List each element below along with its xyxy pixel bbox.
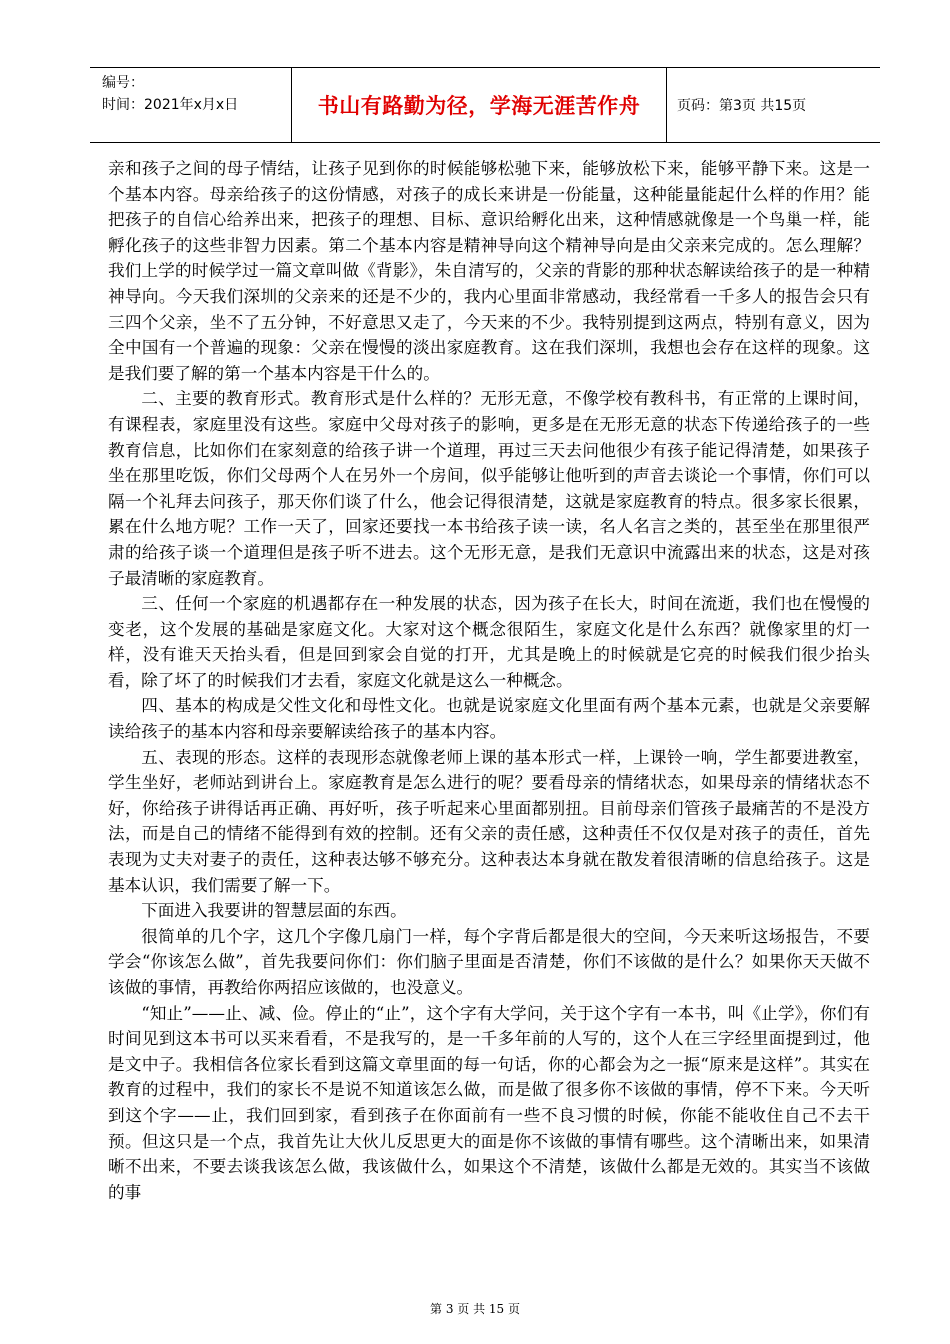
paragraph: 很简单的几个字，这几个字像几扇门一样，每个字背后都是很大的空间，今天来听这场报告，不要学会“你该怎么做”，首先我要问你们：你们脑子里面是否清楚，你们不该做的是什么？如果你天天做不该做的事情，再教给你两招应该做的，也没意义。 (108, 926, 870, 997)
paragraph: 三、任何一个家庭的机遇都存在一种发展的状态，因为孩子在长大，时间在流逝，我们也在慢慢的变老，这个发展的基础是家庭文化。大家对这个概念很陌生，家庭文化是什么东西？就像家里的灯一样，没有谁天天抬头看，但是回到家会自觉的打开，尤其是晚上的时候就是它亮的时候我们很少抬头看，除了坏了的时候我们才去看，家庭文化就是这么一种概念。 (108, 594, 870, 690)
paragraph: 二、主要的教育形式。教育形式是什么样的？无形无意，不像学校有教科书，有正常的上课时间，有课程表，家庭里没有这些。家庭中父母对孩子的影响，更多是在无形无意的状态下传递给孩子的一些教育信息，比如你们在家刻意的给孩子讲一个道理，再过三天去问他很少有孩子能记得清楚，如果孩子坐在那里吃饭，你们父母两个人在另外一个房间，似乎能够让他听到的声音去谈论一个事情，你们可以隔一个礼拜去问孩子，那天你们谈了什么，他会记得很清楚，这就是家庭教育的特点。很多家长很累，累在什么地方呢？工作一天了，回家还要找一本书给孩子读一读，名人名言之类的，甚至坐在那里很严肃的给孩子谈一个道理但是孩子听不进去。这个无形无意，是我们无意识中流露出来的状态，这是对孩子最清晰的家庭教育。 (108, 389, 870, 588)
page-footer: 第 3 页 共 15 页 (430, 1302, 520, 1316)
paragraph: 下面进入我要讲的智慧层面的东西。 (141, 901, 407, 921)
paragraph: 五、表现的形态。这样的表现形态就像老师上课的基本形式一样，上课铃一响，学生都要进教室，学生坐好，老师站到讲台上。家庭教育是怎么进行的呢？要看母亲的情绪状态，如果母亲的情绪状态不好，你给孩子讲得话再正确、再好听，孩子听起来心里面都别扭。目前母亲们管孩子最痛苦的不是没方法，而是自己的情绪不能得到有效的控制。还有父亲的责任感，这种责任不仅仅是对孩子的责任，首先表现为丈夫对妻子的责任，这种表达够不够充分。这种表达本身就在散发着很清晰的信息给孩子。这是基本认识，我们需要了解一下。 (108, 747, 870, 895)
time-label: 时间：2021年x月x日 (102, 97, 239, 113)
paragraph: 四、基本的构成是父性文化和母性文化。也就是说家庭文化里面有两个基本元素，也就是父亲要解读给孩子的基本内容和母亲要解读给孩子的基本内容。 (108, 696, 870, 742)
header-motto: 书山有路勤为径，学海无涯苦作舟 (292, 68, 667, 142)
paragraph: 亲和孩子之间的母子情结，让孩子见到你的时候能够松驰下来，能够放松下来，能够平静下来。这是一个基本内容。母亲给孩子的这份情感，对孩子的成长来讲是一份能量，这种能量能起什么样的作用？能把孩子的自信心给养出来，把孩子的理想、目标、意识给孵化出来，这种情感就像是一个鸟巢一样，能孵化孩子的这些非智力因素。第二个基本内容是精神导向这个精神导向是由父亲来完成的。怎么理解？我们上学的时候学过一篇文章叫做《背影》，朱自清写的，父亲的背影的那种状态解读给孩子的是一种精神导向。今天我们深圳的父亲来的还是不少的，我内心里面非常感动，我经常看一千多人的报告会只有三四个父亲，坐不了五分钟，不好意思又走了，今天来的不少。我特别提到这两点，特别有意义，因为全中国有一个普遍的现象：父亲在慢慢的淡出家庭教育。这在我们深圳，我想也会存在这样的现象。这是我们要了解的第一个基本内容是干什么的。 (108, 159, 870, 383)
paragraph: “知止”——止、减、俭。停止的“止”，这个字有大学问，关于这个字有一本书，叫《止学》，你们有时间见到这本书可以买来看看，不是我写的，是一千多年前的人写的，这个人在三字经里面提到过，他是文中子。我相信各位家长看到这篇文章里面的每一句话，你的心都会为之一振“原来是这样”。其实在教育的过程中，我们的家长不是说不知道该怎么做，而是做了很多你不该做的事情，停不下来。今天听到这个字——止，我们回到家，看到孩子在你面前有一些不良习惯的时候，你能不能收住自己不去干预。但这只是一个点，我首先让大伙儿反思更大的面是你不该做的事情有哪些。这个清晰出来，如果清晰不出来，不要去谈我该怎么做，我该做什么，如果这个不清楚，该做什么都是无效的。其实当不该做的事 (108, 1003, 870, 1202)
header-page-info: 页码：第3页 共15页 (677, 98, 807, 114)
code-label: 编号： (102, 75, 144, 91)
header-meta (90, 68, 292, 142)
document-body (108, 156, 870, 1205)
document-header (90, 67, 880, 143)
